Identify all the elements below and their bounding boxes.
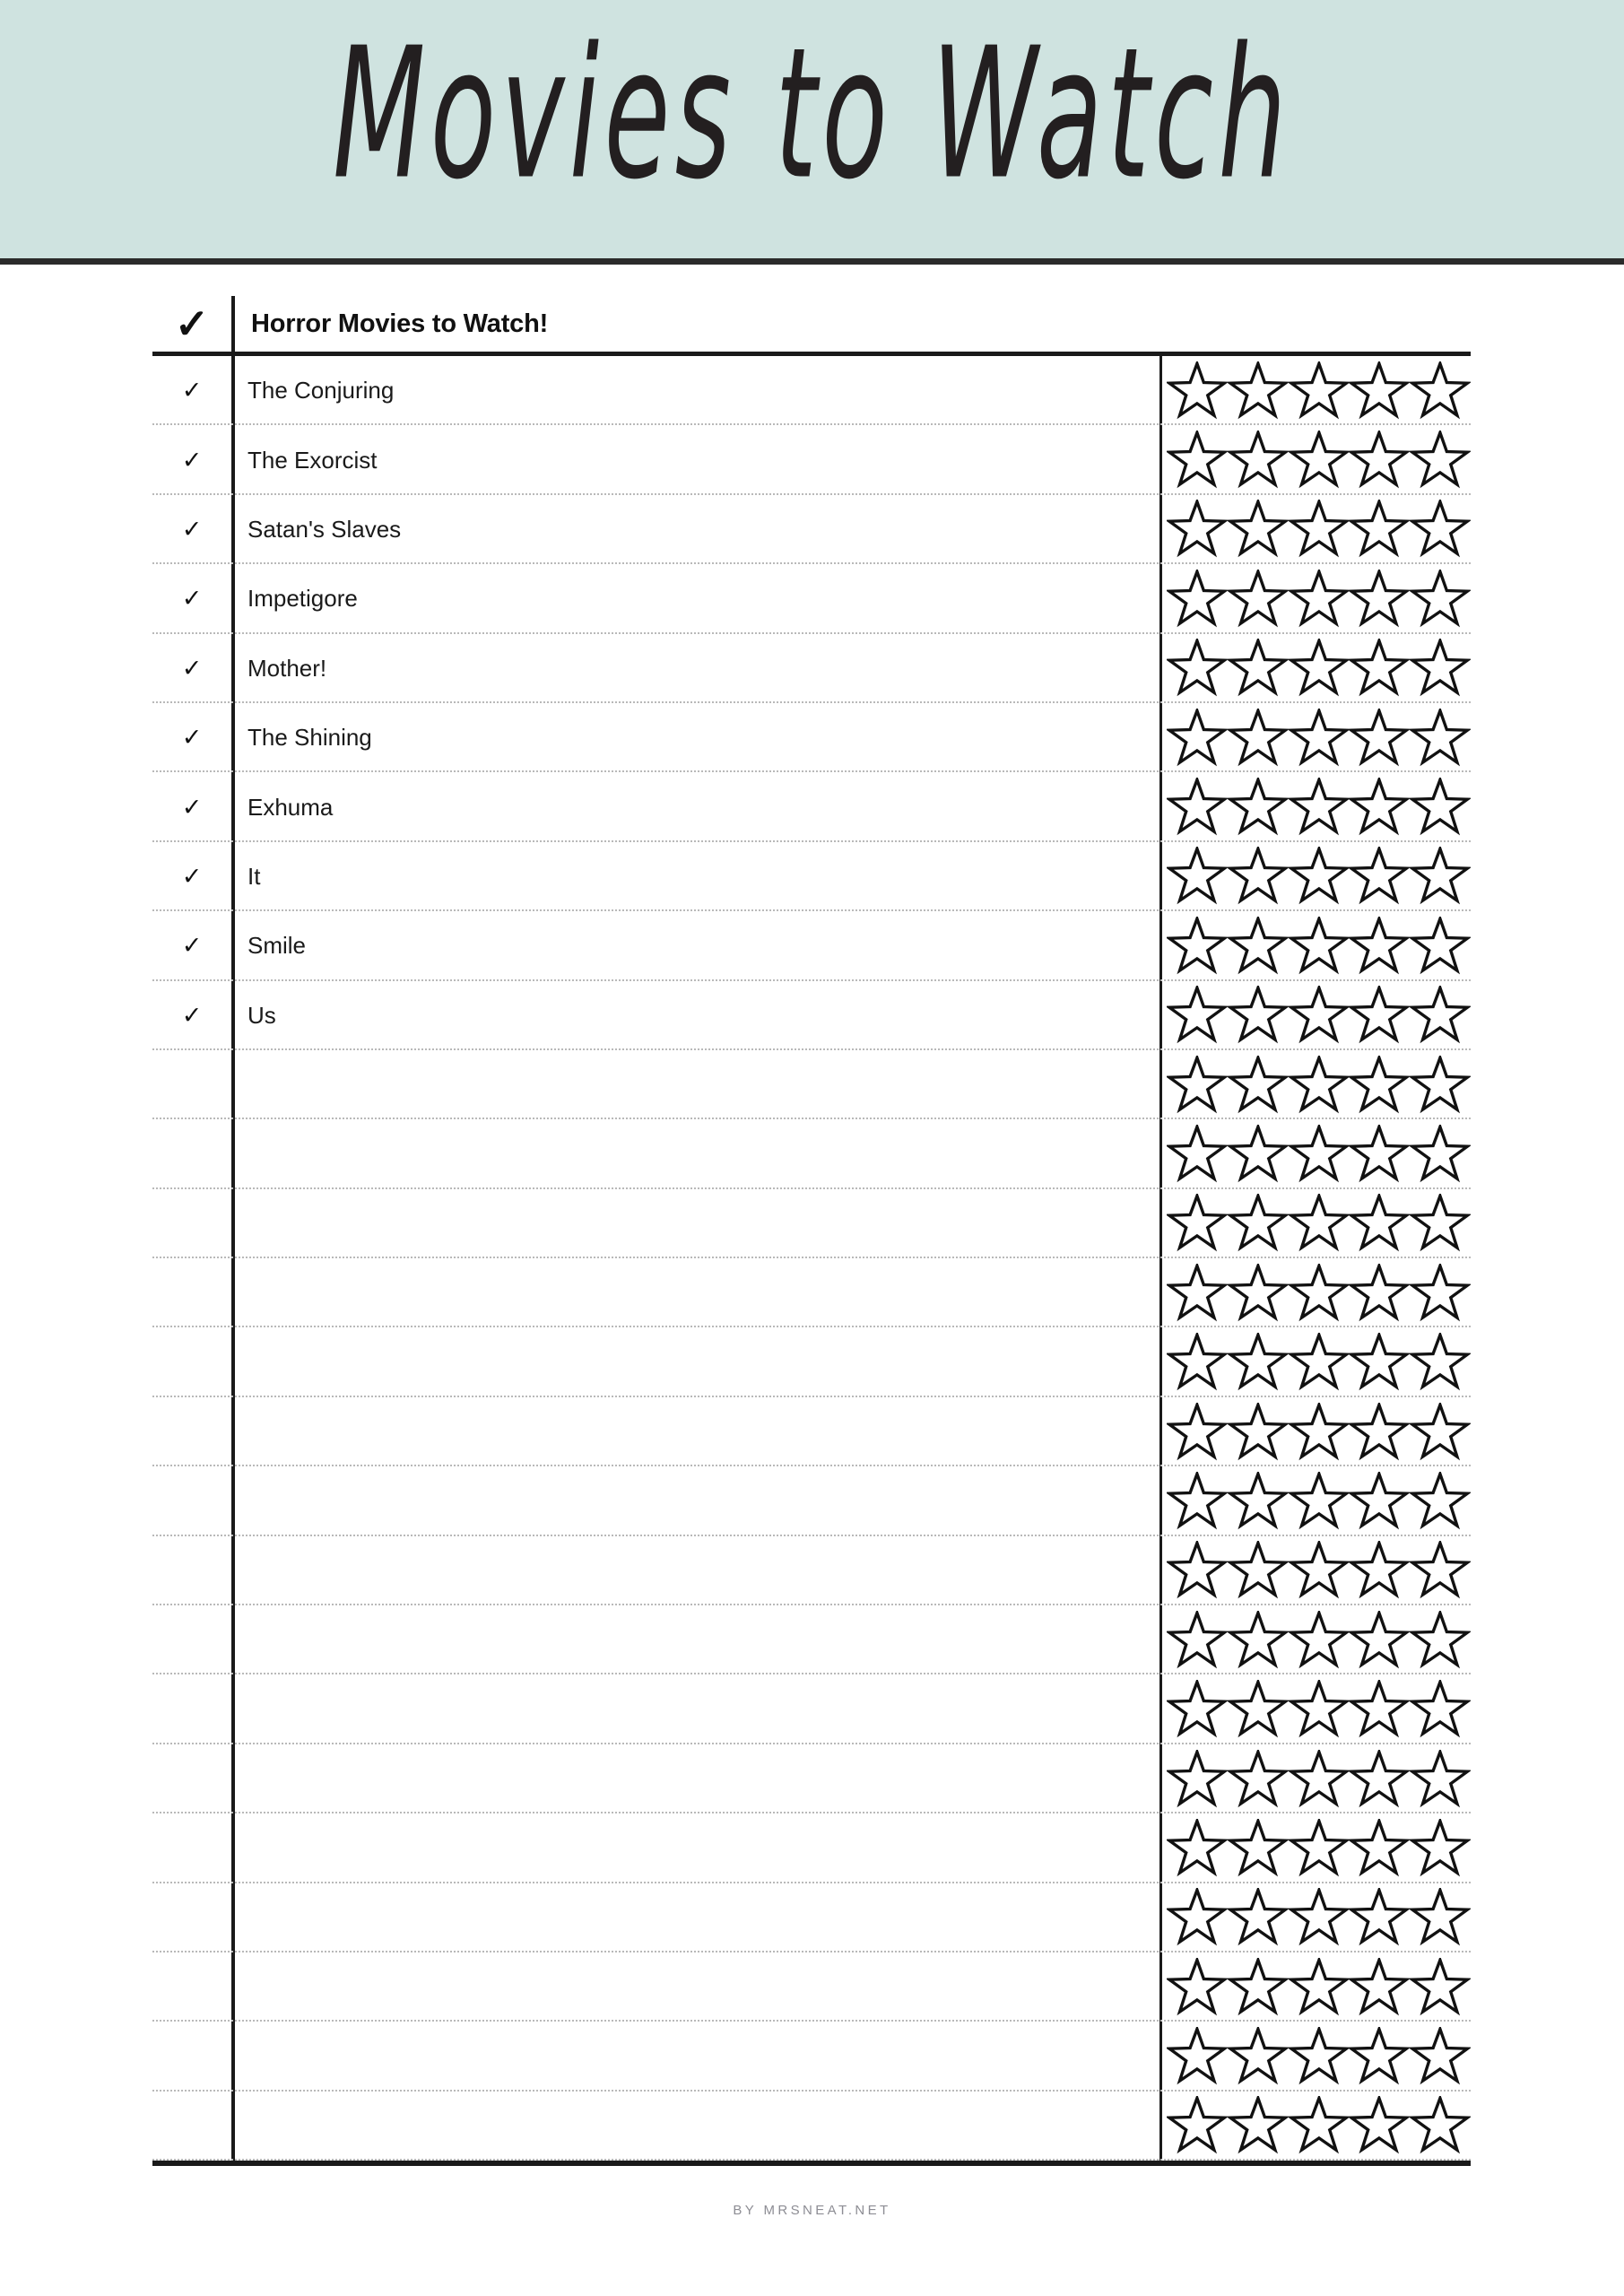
star-icon[interactable] — [1228, 1194, 1289, 1253]
star-icon[interactable] — [1228, 1819, 1289, 1878]
table-row[interactable] — [152, 772, 1471, 841]
table-row[interactable] — [152, 1536, 1471, 1605]
row-check-icon[interactable] — [152, 2092, 231, 2161]
table-header-row — [152, 296, 1471, 356]
star-icon[interactable] — [1349, 1403, 1410, 1462]
row-rating-stars[interactable] — [1161, 425, 1471, 494]
page-title: Movies to Watch — [333, 7, 1291, 220]
star-icon[interactable] — [1167, 1264, 1228, 1323]
star-icon[interactable] — [1289, 1750, 1350, 1809]
star-icon[interactable] — [1228, 917, 1289, 976]
row-rating-stars[interactable] — [1161, 1466, 1471, 1535]
row-movie-title[interactable] — [231, 1466, 1161, 1535]
star-icon[interactable] — [1289, 986, 1350, 1045]
row-rating-stars[interactable] — [1161, 1189, 1471, 1258]
row-rating-stars[interactable] — [1161, 911, 1471, 980]
star-icon[interactable] — [1167, 1056, 1228, 1115]
star-icon[interactable] — [1349, 1541, 1410, 1600]
star-icon[interactable] — [1228, 1750, 1289, 1809]
table-row[interactable] — [152, 425, 1471, 494]
star-icon[interactable] — [1349, 1472, 1410, 1531]
star-icon[interactable] — [1349, 1611, 1410, 1670]
star-icon[interactable] — [1410, 1403, 1471, 1462]
row-rating-stars[interactable] — [1161, 1397, 1471, 1466]
row-check-icon[interactable] — [152, 1189, 231, 1258]
star-icon[interactable] — [1349, 1958, 1410, 2017]
star-icon[interactable] — [1167, 1958, 1228, 2017]
star-icon[interactable] — [1349, 2096, 1410, 2155]
header-banner — [0, 0, 1624, 258]
star-icon[interactable] — [1410, 778, 1471, 837]
star-icon[interactable] — [1289, 847, 1350, 906]
star-icon[interactable] — [1228, 500, 1289, 559]
table-row[interactable] — [152, 634, 1471, 703]
row-rating-stars[interactable] — [1161, 842, 1471, 911]
star-icon[interactable] — [1228, 1264, 1289, 1323]
star-icon[interactable] — [1167, 361, 1228, 421]
row-movie-title[interactable]: Impetigore — [248, 585, 358, 613]
star-icon[interactable] — [1289, 1194, 1350, 1253]
star-icon[interactable] — [1289, 361, 1350, 421]
star-icon[interactable] — [1349, 1125, 1410, 1184]
star-icon[interactable] — [1228, 570, 1289, 629]
row-rating-stars[interactable] — [1161, 1744, 1471, 1813]
star-icon[interactable] — [1228, 1125, 1289, 1184]
row-movie-title[interactable] — [231, 1119, 1161, 1188]
star-icon[interactable] — [1410, 1333, 1471, 1392]
star-icon[interactable] — [1349, 361, 1410, 421]
star-icon[interactable] — [1410, 2096, 1471, 2155]
row-rating-stars[interactable] — [1161, 772, 1471, 841]
row-check-icon[interactable]: ✓ — [181, 654, 203, 682]
row-movie-title[interactable] — [231, 2022, 1161, 2091]
row-movie-title[interactable]: The Exorcist — [248, 446, 378, 474]
star-icon[interactable] — [1228, 1056, 1289, 1115]
star-icon[interactable] — [1349, 430, 1410, 490]
table-row[interactable] — [152, 1605, 1471, 1674]
row-rating-stars[interactable] — [1161, 2092, 1471, 2161]
star-icon[interactable] — [1349, 1194, 1410, 1253]
row-check-icon[interactable]: ✓ — [181, 515, 203, 543]
table-row[interactable] — [152, 2092, 1471, 2161]
row-check-icon[interactable] — [152, 1813, 231, 1883]
star-icon[interactable] — [1228, 1958, 1289, 2017]
table-row[interactable] — [152, 703, 1471, 772]
table-row[interactable] — [152, 1050, 1471, 1119]
star-icon[interactable] — [1349, 1888, 1410, 1947]
star-icon[interactable] — [1289, 500, 1350, 559]
row-movie-title[interactable] — [231, 1050, 1161, 1119]
star-icon[interactable] — [1167, 1403, 1228, 1462]
checklist-table — [152, 296, 1471, 2161]
star-icon[interactable] — [1349, 500, 1410, 559]
star-icon[interactable] — [1289, 1264, 1350, 1323]
star-icon[interactable] — [1289, 1056, 1350, 1115]
star-icon[interactable] — [1228, 1403, 1289, 1462]
star-icon[interactable] — [1289, 570, 1350, 629]
star-icon[interactable] — [1410, 986, 1471, 1045]
row-rating-stars[interactable] — [1161, 495, 1471, 564]
header-divider-rule — [0, 258, 1624, 265]
row-rating-stars[interactable] — [1161, 1050, 1471, 1119]
row-rating-stars[interactable] — [1161, 1952, 1471, 2022]
row-rating-stars[interactable] — [1161, 703, 1471, 772]
star-icon[interactable] — [1167, 1333, 1228, 1392]
row-movie-title[interactable] — [231, 1327, 1161, 1396]
star-icon[interactable] — [1228, 639, 1289, 698]
row-movie-title[interactable] — [231, 1883, 1161, 1952]
star-icon[interactable] — [1410, 1056, 1471, 1115]
row-rating-stars[interactable] — [1161, 1258, 1471, 1327]
row-rating-stars[interactable] — [1161, 981, 1471, 1050]
row-rating-stars[interactable] — [1161, 1813, 1471, 1883]
row-check-icon[interactable] — [152, 1258, 231, 1327]
star-icon[interactable] — [1410, 430, 1471, 490]
row-check-icon[interactable]: ✓ — [181, 377, 203, 404]
star-icon[interactable] — [1410, 1611, 1471, 1670]
table-row[interactable] — [152, 1744, 1471, 1813]
star-icon[interactable] — [1289, 917, 1350, 976]
star-icon[interactable] — [1410, 1750, 1471, 1809]
star-icon[interactable] — [1349, 986, 1410, 1045]
table-row[interactable] — [152, 356, 1471, 425]
star-icon[interactable] — [1228, 1333, 1289, 1392]
star-icon[interactable] — [1167, 2027, 1228, 2086]
star-icon[interactable] — [1167, 1125, 1228, 1184]
star-icon[interactable] — [1289, 1958, 1350, 2017]
star-icon[interactable] — [1167, 2096, 1228, 2155]
star-icon[interactable] — [1167, 986, 1228, 1045]
star-icon[interactable] — [1289, 1819, 1350, 1878]
star-icon[interactable] — [1228, 2096, 1289, 2155]
row-movie-title[interactable] — [231, 1536, 1161, 1605]
table-body — [152, 356, 1471, 2161]
star-icon[interactable] — [1289, 639, 1350, 698]
row-check-icon[interactable]: ✓ — [181, 446, 203, 474]
row-check-icon[interactable] — [152, 1744, 231, 1813]
star-icon[interactable] — [1349, 1333, 1410, 1392]
star-icon[interactable] — [1289, 2096, 1350, 2155]
row-check-icon[interactable]: ✓ — [181, 724, 203, 752]
star-icon[interactable] — [1228, 986, 1289, 1045]
row-movie-title[interactable]: The Shining — [248, 724, 372, 752]
star-icon[interactable] — [1349, 709, 1410, 768]
star-icon[interactable] — [1349, 847, 1410, 906]
star-icon[interactable] — [1410, 709, 1471, 768]
row-movie-title[interactable]: Us — [248, 1001, 276, 1029]
star-icon[interactable] — [1289, 1472, 1350, 1531]
star-icon[interactable] — [1349, 2027, 1410, 2086]
star-icon[interactable] — [1167, 1472, 1228, 1531]
star-icon[interactable] — [1410, 2027, 1471, 2086]
row-check-icon[interactable]: ✓ — [181, 1001, 203, 1029]
star-icon[interactable] — [1349, 570, 1410, 629]
star-icon[interactable] — [1167, 1541, 1228, 1600]
row-check-icon[interactable] — [152, 1119, 231, 1188]
table-row[interactable] — [152, 911, 1471, 980]
table-row[interactable] — [152, 1327, 1471, 1396]
star-icon[interactable] — [1349, 639, 1410, 698]
table-row[interactable] — [152, 1258, 1471, 1327]
header-check-icon: ✓ — [174, 300, 210, 347]
star-icon[interactable] — [1349, 917, 1410, 976]
table-row[interactable] — [152, 1119, 1471, 1188]
row-movie-title[interactable] — [231, 1258, 1161, 1327]
star-icon[interactable] — [1167, 639, 1228, 698]
row-rating-stars[interactable] — [1161, 564, 1471, 633]
star-icon[interactable] — [1228, 361, 1289, 421]
star-icon[interactable] — [1349, 778, 1410, 837]
star-icon[interactable] — [1167, 430, 1228, 490]
row-movie-title[interactable] — [231, 1605, 1161, 1674]
star-icon[interactable] — [1167, 1611, 1228, 1670]
table-row[interactable] — [152, 842, 1471, 911]
row-check-icon[interactable] — [152, 1466, 231, 1535]
star-icon[interactable] — [1167, 1750, 1228, 1809]
row-check-icon[interactable]: ✓ — [181, 585, 203, 613]
star-icon[interactable] — [1289, 1611, 1350, 1670]
row-movie-title[interactable] — [231, 2092, 1161, 2161]
star-icon[interactable] — [1228, 1472, 1289, 1531]
row-check-icon[interactable]: ✓ — [181, 932, 203, 960]
star-icon[interactable] — [1167, 917, 1228, 976]
star-icon[interactable] — [1289, 430, 1350, 490]
star-icon[interactable] — [1349, 1056, 1410, 1115]
star-icon[interactable] — [1289, 1888, 1350, 1947]
row-rating-stars[interactable] — [1161, 2022, 1471, 2091]
row-movie-title[interactable]: Exhuma — [248, 793, 334, 821]
row-rating-stars[interactable] — [1161, 1883, 1471, 1952]
row-rating-stars[interactable] — [1161, 1536, 1471, 1605]
footer-credit: BY MRSNEAT.NET — [733, 2203, 891, 2218]
star-icon[interactable] — [1228, 709, 1289, 768]
star-icon[interactable] — [1289, 1680, 1350, 1739]
star-icon[interactable] — [1410, 500, 1471, 559]
star-icon[interactable] — [1228, 778, 1289, 837]
row-movie-title[interactable] — [231, 1674, 1161, 1744]
star-icon[interactable] — [1410, 1888, 1471, 1947]
star-icon[interactable] — [1228, 1888, 1289, 1947]
table-row[interactable] — [152, 1674, 1471, 1744]
row-check-icon[interactable] — [152, 2022, 231, 2091]
star-icon[interactable] — [1167, 1194, 1228, 1253]
star-icon[interactable] — [1410, 1264, 1471, 1323]
star-icon[interactable] — [1410, 1680, 1471, 1739]
star-icon[interactable] — [1167, 500, 1228, 559]
table-row[interactable] — [152, 1883, 1471, 1952]
row-movie-title[interactable]: Mother! — [248, 654, 327, 682]
row-rating-stars[interactable] — [1161, 1674, 1471, 1744]
row-movie-title[interactable]: Smile — [248, 932, 307, 960]
star-icon[interactable] — [1289, 2027, 1350, 2086]
star-icon[interactable] — [1410, 1194, 1471, 1253]
table-row[interactable] — [152, 1952, 1471, 2022]
star-icon[interactable] — [1167, 778, 1228, 837]
star-icon[interactable] — [1167, 570, 1228, 629]
table-row[interactable] — [152, 1813, 1471, 1883]
star-icon[interactable] — [1349, 1264, 1410, 1323]
star-icon[interactable] — [1228, 1680, 1289, 1739]
star-icon[interactable] — [1228, 430, 1289, 490]
star-icon[interactable] — [1410, 1541, 1471, 1600]
star-icon[interactable] — [1349, 1819, 1410, 1878]
star-icon[interactable] — [1349, 1680, 1410, 1739]
star-icon[interactable] — [1228, 1611, 1289, 1670]
star-icon[interactable] — [1289, 1541, 1350, 1600]
star-icon[interactable] — [1289, 778, 1350, 837]
table-bottom-rule — [152, 2161, 1471, 2166]
star-icon[interactable] — [1410, 847, 1471, 906]
star-icon[interactable] — [1167, 1888, 1228, 1947]
row-check-icon[interactable]: ✓ — [181, 793, 203, 821]
row-rating-stars[interactable] — [1161, 356, 1471, 425]
star-icon[interactable] — [1167, 847, 1228, 906]
row-rating-stars[interactable] — [1161, 1119, 1471, 1188]
row-movie-title[interactable]: Satan's Slaves — [248, 515, 402, 543]
row-movie-title[interactable] — [231, 1744, 1161, 1813]
row-check-icon[interactable] — [152, 1883, 231, 1952]
star-icon[interactable] — [1289, 709, 1350, 768]
row-movie-title[interactable]: The Conjuring — [248, 377, 395, 404]
row-check-icon[interactable]: ✓ — [181, 862, 203, 890]
table-row[interactable] — [152, 564, 1471, 633]
star-icon[interactable] — [1289, 1333, 1350, 1392]
star-icon[interactable] — [1167, 1680, 1228, 1739]
row-movie-title[interactable] — [231, 1397, 1161, 1466]
star-icon[interactable] — [1289, 1403, 1350, 1462]
row-check-icon[interactable] — [152, 1050, 231, 1119]
table-row[interactable] — [152, 1397, 1471, 1466]
table-row[interactable] — [152, 2022, 1471, 2091]
row-rating-stars[interactable] — [1161, 634, 1471, 703]
row-movie-title[interactable] — [231, 1952, 1161, 2022]
star-icon[interactable] — [1167, 1819, 1228, 1878]
star-icon[interactable] — [1228, 847, 1289, 906]
row-check-icon[interactable] — [152, 1952, 231, 2022]
table-row[interactable] — [152, 981, 1471, 1050]
row-check-icon[interactable] — [152, 1674, 231, 1744]
row-movie-title[interactable] — [231, 1813, 1161, 1883]
star-icon[interactable] — [1410, 1125, 1471, 1184]
star-icon[interactable] — [1228, 2027, 1289, 2086]
table-row[interactable] — [152, 1189, 1471, 1258]
row-check-icon[interactable] — [152, 1397, 231, 1466]
table-row[interactable] — [152, 1466, 1471, 1535]
table-row[interactable] — [152, 495, 1471, 564]
star-icon[interactable] — [1410, 917, 1471, 976]
star-icon[interactable] — [1410, 639, 1471, 698]
row-check-icon[interactable] — [152, 1536, 231, 1605]
star-icon[interactable] — [1349, 1750, 1410, 1809]
star-icon[interactable] — [1167, 709, 1228, 768]
row-check-icon[interactable] — [152, 1605, 231, 1674]
star-icon[interactable] — [1228, 1541, 1289, 1600]
star-icon[interactable] — [1410, 1819, 1471, 1878]
star-icon[interactable] — [1289, 1125, 1350, 1184]
header-list-title: Horror Movies to Watch! — [231, 296, 548, 352]
star-icon[interactable] — [1410, 570, 1471, 629]
star-icon[interactable] — [1410, 1958, 1471, 2017]
star-icon[interactable] — [1410, 361, 1471, 421]
row-movie-title[interactable]: It — [248, 862, 261, 890]
row-rating-stars[interactable] — [1161, 1327, 1471, 1396]
row-rating-stars[interactable] — [1161, 1605, 1471, 1674]
star-icon[interactable] — [1410, 1472, 1471, 1531]
row-movie-title[interactable] — [231, 1189, 1161, 1258]
row-check-icon[interactable] — [152, 1327, 231, 1396]
